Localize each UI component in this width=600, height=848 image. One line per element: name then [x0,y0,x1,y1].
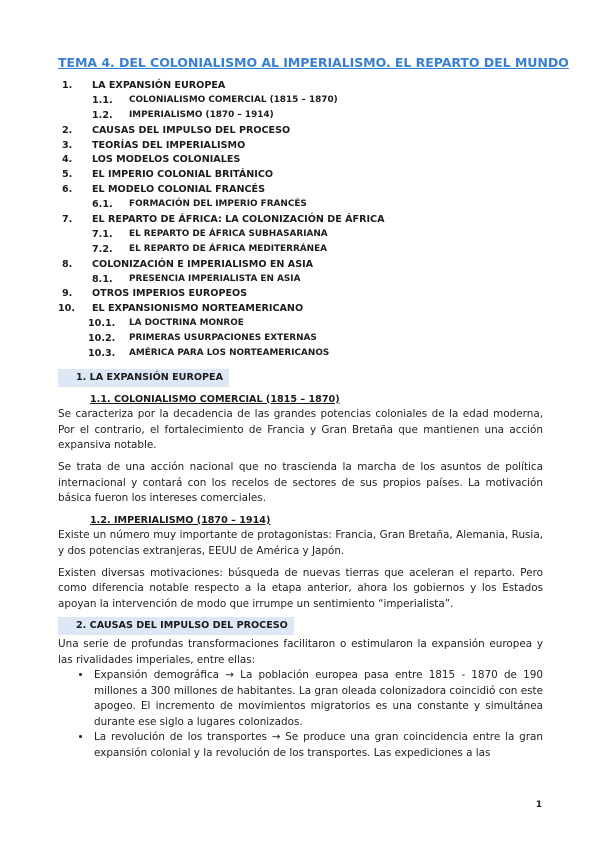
toc-item [0,333,600,348]
toc-item-number: 10.1. [88,318,116,330]
toc-item-label: EL IMPERIO COLONIAL BRITÁNICO [92,169,274,181]
table-of-contents [0,80,600,363]
list-item: • Expansión demográfica → La población europea pasa entre 1815 - 1870 de 190 millones a 300 millones de habitantes. La gran oleada colonizadora coincidió con este apogeo. El incremento de movimientos migratorios es una constante y simultánea durante ese siglo a lugares colonizados. [92,668,543,730]
toc-item-label: PRIMERAS USURPACIONES EXTERNAS [129,333,317,344]
toc-item [0,95,600,110]
toc-item-number: 1.1. [92,94,113,106]
toc-item [0,169,600,184]
toc-item [0,154,600,169]
paragraph: Existen diversas motivaciones: búsqueda de nuevas tierras que aceleran el reparto. Pero como diferencia notable respecto a la etapa anterior, ahora los gobiernos y los Estados apoyan la intervención de modo que irrumpe un sentimiento “imperialista”. [58,566,543,610]
section-heading-1: 1. LA EXPANSIÓN EUROPEA [58,369,229,387]
document-title: TEMA 4. DEL COLONIALISMO AL IMPERIALISMO. EL REPARTO DEL MUNDO [58,55,569,70]
toc-item-number: 5. [62,169,73,181]
subsection-heading-1-2: 1.2. IMPERIALISMO (1870 – 1914) [90,514,271,526]
toc-item [0,214,600,229]
toc-item-number: 3. [62,139,73,151]
document-body [58,369,543,762]
toc-item-number: 2. [62,124,73,136]
toc-item-label: LA DOCTRINA MONROE [129,318,244,329]
toc-item [0,184,600,199]
toc-item-label: EL REPARTO DE ÁFRICA MEDITERRÁNEA [129,243,328,254]
toc-item [0,303,600,318]
toc-item [0,244,600,259]
subsection-heading-1-1: 1.1. COLONIALISMO COMERCIAL (1815 – 1870) [90,393,340,405]
toc-item-number: 7.2. [92,243,113,255]
toc-item [0,274,600,289]
toc-item [0,288,600,303]
toc-item-label: COLONIZACIÓN E IMPERIALISMO EN ASIA [92,258,314,270]
toc-item [0,259,600,274]
page-number: 1 [535,800,542,810]
toc-item-label: EL EXPANSIONISMO NORTEAMERICANO [92,303,304,315]
toc-item-number: 1.2. [92,109,113,121]
toc-item [0,125,600,140]
section-heading-2: 2. CAUSAS DEL IMPULSO DEL PROCESO [58,617,294,635]
toc-item-number: 8.1. [92,273,113,285]
toc-item-number: 10.3. [88,348,116,360]
toc-item-number: 4. [62,154,73,166]
toc-item-label: EL MODELO COLONIAL FRANCÉS [92,184,265,196]
toc-item-label: TEORÍAS DEL IMPERIALISMO [92,139,246,151]
toc-item [0,80,600,95]
toc-item-number: 9. [62,288,73,300]
toc-item-label: CAUSAS DEL IMPULSO DEL PROCESO [92,124,291,136]
toc-item-number: 6.1. [92,199,113,211]
toc-item-label: AMÉRICA PARA LOS NORTEAMERICANOS [129,348,330,359]
toc-item [0,318,600,333]
toc-item-label: IMPERIALISMO (1870 – 1914) [129,109,274,120]
paragraph: Una serie de profundas transformaciones facilitaron o estimularon la expansión europea y las rivalidades imperiales, entre ellas: [58,637,543,666]
toc-item-label: OTROS IMPERIOS EUROPEOS [92,288,248,300]
bullet-list [58,668,543,762]
paragraph: Se caracteriza por la decadencia de las grandes potencias coloniales de la edad moderna, Por el contrario, el fortalecimiento de Francia y Gran Bretaña que mantienen una acción expansiva notable. [58,408,543,452]
list-item: • La revolución de los transportes → Se produce una gran coincidencia entre la gran expansión colonial y la revolución de los transportes. Las expediciones a las [92,730,543,761]
toc-item-number: 10.2. [88,333,116,345]
toc-item-number: 1. [62,80,73,91]
toc-item [0,348,600,363]
toc-item-label: LA EXPANSIÓN EUROPEA [92,80,226,91]
paragraph: Existe un número muy importante de protagonistas: Francia, Gran Bretaña, Alemania, Rusia, y dos potencias extranjeras, EEUU de América y Japón. [58,529,543,557]
toc-item-number: 10. [58,303,75,315]
toc-item [0,229,600,244]
paragraph: Se trata de una acción nacional que no trascienda la marcha de los asuntos de política internacional y contará con los recelos de sectores de sus propios países. La motivación básica fueron los intereses comerciales. [58,460,543,505]
toc-item-number: 7.1. [92,228,113,240]
toc-item-number: 7. [62,214,73,226]
toc-item [0,110,600,125]
toc-item-label: COLONIALISMO COMERCIAL (1815 – 1870) [129,94,338,105]
toc-item [0,140,600,155]
toc-item-label: PRESENCIA IMPERIALISTA EN ASIA [129,273,301,284]
toc-item-label: EL REPARTO DE ÁFRICA: LA COLONIZACIÓN DE ÁFRICA [92,214,385,226]
toc-item-number: 8. [62,258,73,270]
toc-item-label: LOS MODELOS COLONIALES [92,154,241,166]
toc-item-label: FORMACIÓN DEL IMPERIO FRANCÉS [129,199,307,210]
toc-item-number: 6. [62,184,73,196]
toc-item [0,199,600,214]
toc-item-label: EL REPARTO DE ÁFRICA SUBHASARIANA [129,228,328,239]
